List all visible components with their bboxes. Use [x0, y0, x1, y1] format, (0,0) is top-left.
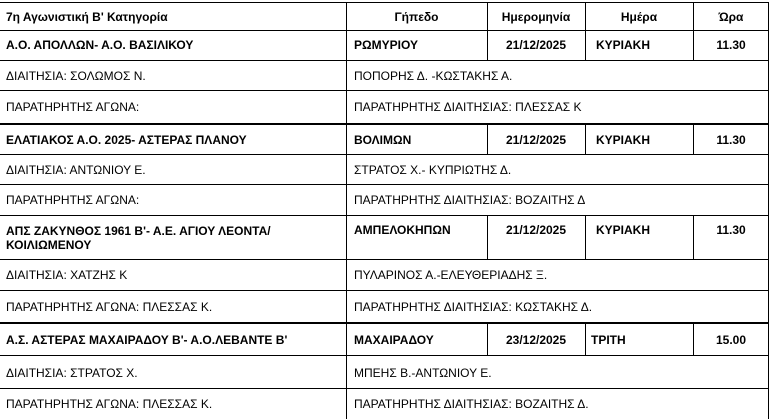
grid-line — [487, 2, 488, 60]
match-teams: Α.Σ. ΑΣΤΕΡΑΣ ΜΑΧΑΙΡΑΔΟΥ Β'- Α.Ο.ΛΕΒΑΝΤΕ Β' — [6, 332, 288, 347]
grid-line — [585, 2, 586, 60]
match-assistants: ΜΠΕΗΣ Β.-ΑΝΤΩΝΙΟΥ Ε. — [354, 365, 492, 380]
match-day: ΤΡΙΤΗ — [591, 332, 626, 347]
match-venue: ΡΩΜΥΡΙΟΥ — [354, 38, 418, 52]
match-assistants: ΠΥΛΑΡΙΝΟΣ Α.-ΕΛΕΥΘΕΡΙΑΔΗΣ Ξ. — [354, 268, 548, 282]
grid-line — [585, 125, 586, 154]
match-assistants: ΣΤΡΑΤΟΣ Χ.- ΚΥΠΡΙΩΤΗΣ Δ. — [354, 162, 512, 177]
match-date: 21/12/2025 — [505, 223, 567, 237]
match-teams: Α.Ο. ΑΠΟΛΛΩΝ- Α.Ο. ΒΑΣΙΛΙΚΟΥ — [6, 38, 194, 52]
grid-line — [487, 125, 488, 154]
match-time: 11.30 — [716, 223, 746, 237]
referee-observer: ΠΑΡΑΤΗΡΗΤΗΣ ΔΙΑΙΤΗΣΙΑΣ: ΒΟΖΑΙΤΗΣ Δ — [354, 193, 586, 207]
match-venue: ΑΜΠΕΛΟΚΗΠΩΝ — [354, 223, 451, 237]
grid-line — [693, 125, 694, 154]
match-referee: ΔΙΑΙΤΗΣΙΑ: ΧΑΤΖΗΣ Κ — [6, 268, 128, 282]
grid-line — [487, 324, 488, 355]
match-time: 15.00 — [715, 332, 747, 347]
match-observer: ΠΑΡΑΤΗΡΗΤΗΣ ΑΓΩΝΑ: ΠΛΕΣΣΑΣ Κ. — [6, 299, 213, 314]
match-date: 21/12/2025 — [505, 38, 567, 52]
grid-line — [693, 2, 694, 60]
grid-line — [768, 2, 769, 419]
grid-line — [0, 90, 769, 91]
grid-line — [693, 216, 694, 259]
match-day: ΚΥΡΙΑΚΗ — [596, 223, 651, 237]
match-date: 21/12/2025 — [505, 132, 567, 147]
match-referee: ΔΙΑΙΤΗΣΙΑ: ΣΟΛΩΜΟΣ Ν. — [6, 68, 146, 83]
grid-line — [0, 2, 769, 3]
header-date: Ημερομηνία — [501, 9, 571, 24]
match-assistants: ΠΟΠΟΡΗΣ Δ. -ΚΩΣΤΑΚΗΣ Α. — [354, 68, 513, 83]
grid-line — [693, 324, 694, 355]
match-teams: ΑΠΣ ΖΑΚΥΝΘΟΣ 1961 Β'- Α.Ε. ΑΓΙΟΥ ΛΕΟΝΤΑ/ΚΟΙΛΙΩΜΕΝΟΥ — [6, 224, 271, 252]
match-teams: ΕΛΑΤΙΑΚΟΣ Α.Ο. 2025- ΑΣΤΕΡΑΣ ΠΛΑΝΟΥ — [6, 132, 247, 147]
header-round-title: 7η Αγωνιστική Β' Κατηγορία — [6, 9, 168, 24]
header-day: Ημέρα — [620, 9, 658, 24]
match-referee: ΔΙΑΙΤΗΣΙΑ: ΑΝΤΩΝΙΟΥ Ε. — [6, 162, 146, 177]
match-venue: ΜΑΧΑΙΡΑΔΟΥ — [354, 332, 434, 347]
grid-line — [0, 184, 769, 185]
match-referee: ΔΙΑΙΤΗΣΙΑ: ΣΤΡΑΤΟΣ Χ. — [6, 365, 138, 380]
grid-line — [0, 30, 769, 31]
match-observer: ΠΑΡΑΤΗΡΗΤΗΣ ΑΓΩΝΑ: ΠΛΕΣΣΑΣ Κ. — [6, 397, 213, 411]
match-date: 23/12/2025 — [505, 332, 567, 347]
grid-line — [0, 215, 769, 216]
match-venue: ΒΟΛΙΜΩΝ — [354, 132, 412, 147]
match-observer: ΠΑΡΑΤΗΡΗΤΗΣ ΑΓΩΝΑ: — [6, 193, 140, 207]
header-venue: Γήπεδο — [394, 9, 439, 24]
grid-line — [585, 324, 586, 355]
grid-line — [0, 60, 769, 61]
match-day: ΚΥΡΙΑΚΗ — [596, 38, 651, 52]
referee-observer: ΠΑΡΑΤΗΡΗΤΗΣ ΔΙΑΙΤΗΣΙΑΣ: ΚΩΣΤΑΚΗΣ Δ. — [354, 299, 593, 314]
match-time: 11.30 — [716, 38, 746, 52]
referee-observer: ΠΑΡΑΤΗΡΗΤΗΣ ΔΙΑΙΤΗΣΙΑΣ: ΠΛΕΣΣΑΣ Κ — [354, 100, 582, 114]
grid-line — [487, 216, 488, 259]
match-day: ΚΥΡΙΑΚΗ — [596, 132, 651, 147]
match-separator — [0, 322, 769, 324]
header-time: Ώρα — [718, 9, 744, 24]
grid-line — [0, 355, 769, 356]
grid-line — [585, 216, 586, 259]
grid-line — [0, 388, 769, 389]
referee-observer: ΠΑΡΑΤΗΡΗΤΗΣ ΔΙΑΙΤΗΣΙΑΣ: ΒΟΖΑΙΤΗΣ Δ. — [354, 397, 589, 411]
match-observer: ΠΑΡΑΤΗΡΗΤΗΣ ΑΓΩΝΑ: — [6, 100, 140, 114]
grid-line — [0, 259, 769, 260]
match-time: 11.30 — [716, 132, 746, 147]
grid-line — [346, 2, 347, 419]
grid-line — [0, 290, 769, 291]
match-separator — [0, 123, 769, 125]
grid-line — [0, 154, 769, 155]
